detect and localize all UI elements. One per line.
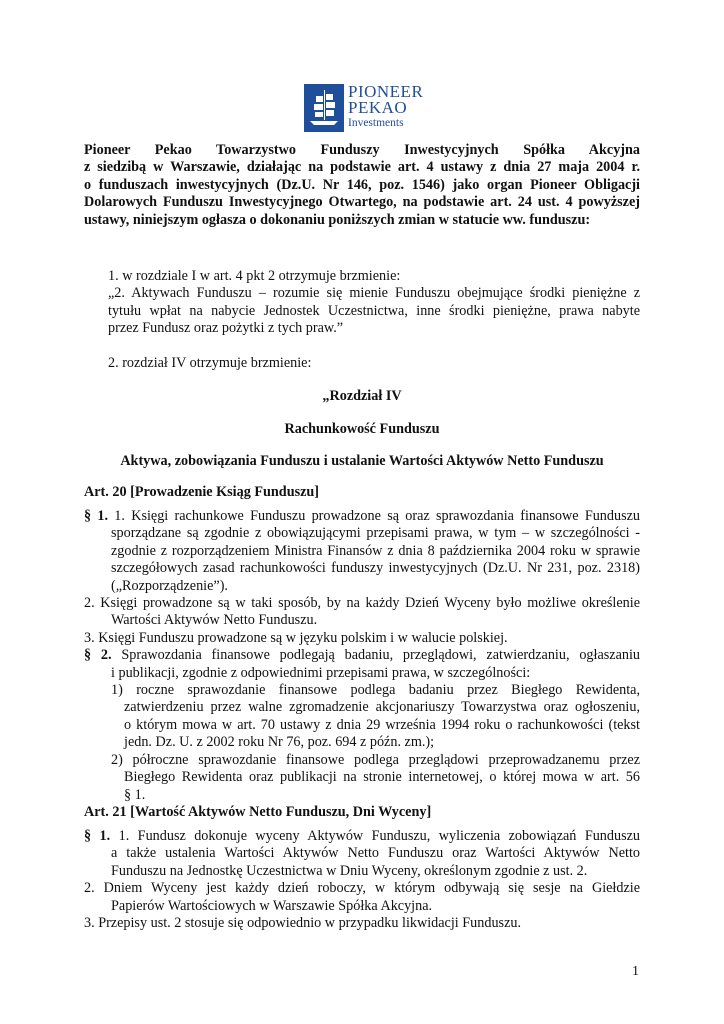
article-20-title: Art. 20 [Prowadzenie Ksiąg Funduszu] [84, 484, 320, 500]
paragraph-text: Sprawozdania finansowe podlegają badaniu, przeglądowi, zatwierdzaniu, ogłaszaniu [111, 647, 641, 664]
chapter-section-title: Aktywa, zobowiązania Funduszu i ustalanie Wartości Aktywów Netto Funduszu [120, 453, 604, 469]
paragraph-line: szczegółowych zasad rachunkowości funduszy inwestycyjnych (Dz.U. Nr 231, poz. 2318) [111, 560, 640, 577]
list-item-line: jedn. Dz. U. z 2002 roku Nr 76, poz. 694 z późn. zm.); [124, 734, 435, 751]
body-line: przez Fundusz oraz pożytki z tych praw.” [108, 320, 344, 337]
paragraph-line: zgodnie z rozporządzeniem Ministra Finansów z dnia 8 października 2004 roku w sprawie [111, 542, 640, 559]
ship-logo-icon [304, 84, 344, 132]
paragraph-line [84, 828, 640, 845]
change-item-heading: 2. rozdział IV otrzymuje brzmienie: [108, 355, 312, 371]
chapter-subtitle: Rachunkowość Funduszu [284, 421, 440, 437]
paragraph-label: § 1. [84, 508, 109, 524]
list-item-line: zatwierdzeniu przez walne zgromadzenie akcjonariuszy Towarzystwa oraz ogłoszeniu, [124, 699, 640, 716]
chapter-title: „Rozdział IV [322, 388, 402, 404]
body-line: tytułu wpłat na nabycie Jednostek Uczestnictwa, inne środki pieniężne, prawa nabyte [108, 302, 640, 319]
change-item-2 [84, 355, 640, 372]
paragraph-line: 3. Księgi Funduszu prowadzone są w języku polskim i w walucie polskiej. [84, 629, 508, 646]
paragraph-label: § 2. [84, 647, 112, 664]
change-item-1 [84, 268, 640, 338]
intro-line: ustawy, niniejszym ogłasza o dokonaniu poniższych zmian w statucie ww. funduszu: [84, 211, 591, 228]
change-item-heading: 1. w rozdziale I w art. 4 pkt 2 otrzymuje brzmienie: [108, 268, 401, 284]
paragraph-line: Funduszu na Jednostkę Uczestnictwa w Dniu Wyceny, określonym zgodnie z ust. 2. [111, 862, 588, 879]
paragraph-text: 1. Fundusz dokonuje wyceny Aktywów Funduszu, wyliczenia zobowiązań Funduszu [110, 828, 640, 844]
list-item-continuation [84, 769, 640, 804]
intro-line: Pioneer Pekao Towarzystwo Funduszy Inwestycyjnych Spółka Akcyjna [84, 142, 640, 158]
logo-line-2: PEKAO [348, 98, 408, 117]
list-item-continuation [84, 699, 640, 751]
paragraph-text: 1. Księgi rachunkowe Funduszu prowadzone są oraz sprawozdania finansowe Funduszu [108, 508, 641, 524]
paragraph-line: a także ustalenia Wartości Aktywów Netto Funduszu oraz Wartości Aktywów Netto [111, 845, 640, 862]
article-21-body [84, 828, 640, 932]
paragraph-line: Wartości Aktywów Netto Funduszu. [111, 612, 318, 629]
paragraph-line: i publikacji, zgodnie z odpowiednimi przepisami prawa, w szczególności: [111, 664, 531, 681]
logo-line-3: Investments [348, 117, 404, 129]
list-item-line: 1) roczne sprawozdanie finansowe podlega badaniu przez Biegłego Rewidenta, [111, 682, 640, 699]
paragraph-line [84, 508, 640, 525]
change-item-body [84, 285, 640, 337]
logo-wordmark [348, 84, 423, 130]
intro-line: o funduszach inwestycyjnych (Dz.U. Nr 146, poz. 1546) jako organ Pioneer Obligacji [84, 176, 640, 193]
paragraph-continuation [84, 525, 640, 595]
company-logo [304, 84, 424, 132]
paragraph-line: 3. Przepisy ust. 2 stosuje się odpowiednio w przypadku likwidacji Funduszu. [84, 915, 522, 932]
paragraph-line: Papierów Wartościowych w Warszawie Spółka Akcyjna. [111, 897, 433, 914]
intro-paragraph [84, 142, 640, 229]
list-item-line: o którym mowa w art. 70 ustawy z dnia 29 września 1994 roku o rachunkowości (tekst [124, 716, 640, 733]
paragraph-line: 2. Księgi prowadzone są w taki sposób, by na każdy Dzień Wyceny było możliwe określenie [84, 595, 640, 612]
paragraph-line: 2. Dniem Wyceny jest każdy dzień roboczy, w którym odbywają się sesje na Giełdzie [84, 880, 640, 897]
list-item-line: § 1. [124, 786, 146, 803]
page-number: 1 [632, 964, 639, 979]
list-item-line: 2) półroczne sprawozdanie finansowe podlega przeglądowi przeprowadzanemu przez [111, 751, 640, 768]
intro-line: z siedzibą w Warszawie, działając na podstawie art. 4 ustawy z dnia 27 maja 2004 r. [84, 159, 640, 176]
article-21-title: Art. 21 [Wartość Aktywów Netto Funduszu, Dni Wyceny] [84, 804, 432, 820]
intro-line: Dolarowych Funduszu Inwestycyjnego Otwartego, na podstawie art. 24 ust. 4 powyższej [84, 194, 640, 211]
paragraph-label: § 1. [84, 828, 111, 844]
paragraph-continuation [84, 845, 640, 880]
paragraph-line: („Rozporządzenie”). [111, 577, 228, 594]
paragraph-line [84, 647, 640, 664]
logo-line-1: PIONEER [348, 82, 424, 101]
paragraph-line: sporządzane są zgodnie z obowiązującymi przepisami prawa, w tym – w szczególności - [111, 525, 640, 542]
article-20-body [84, 508, 640, 804]
body-line: „2. Aktywach Funduszu – rozumie się mienie Funduszu obejmujące środki pieniężne z [108, 285, 640, 302]
list-item-line: Biegłego Rewidenta oraz publikacji na stronie internetowej, o której mowa w art. 56 [124, 769, 640, 786]
